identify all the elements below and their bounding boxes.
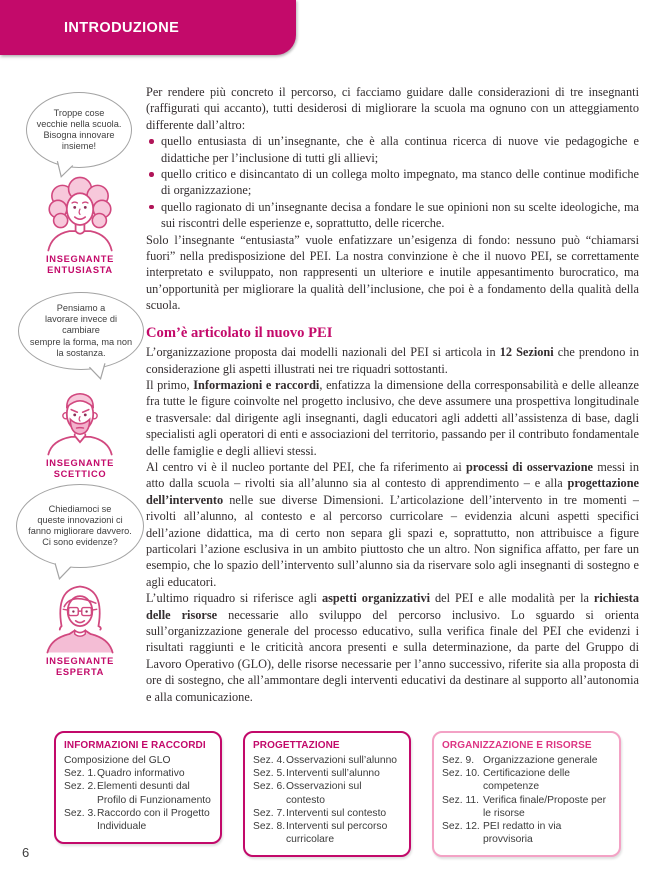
paragraph: L’ultimo riquadro si riferisce agli aspetti organizzativi del PEI e alle modalità per la richiesta delle risorse necessarie allo sviluppo del percorso inclusivo. Lo sguardo si orienta sull’organizzazione generale del processo educativo, sulla verifica finale del PEI che evidenzi i risultati raggiunti e le criticità ancora presenti e sulla determinazione, da parte del Gruppo di Lavoro Operativo (GLO), delle risorse necessarie per l’anno successivo, riferite sia alla proposta di ore di sostegno, che all’ammontare degli interventi educativi da destinare al supporto all’autonomia e alla comunicazione. [146,591,639,704]
section-item [442,820,611,846]
bubble-line: Bisogna innovare [43,130,115,140]
bubble-line: Chiediamoci se [48,503,112,514]
section-number: Sez. 10. [442,768,480,780]
speech-bubble [18,292,144,370]
teacher-name: INSEGNANTE ESPERTA [46,656,114,677]
section-box-progettazione [243,731,411,857]
section-box-title: PROGETTAZIONE [253,740,340,751]
speech-bubble [26,92,132,168]
section-item-text: Interventi sul contesto [286,807,387,819]
section-box-organizzazione-e-risorse [432,731,621,857]
paragraph-text: Solo l’insegnante “entusiasta” vuole enfatizzare un’esigenza di fondo: nessuno può “chiamarsi fuori” nella predisposizione del PEI. La nostra convinzione è che il nuovo PEI, se correttamente interpretato e sviluppato, non rappresenti un ulteriore e inutile appesantimento burocratico, ma un’opportunità per migliorare la qualità dell’inclusione, che poi è a fondamento della qualità della scuola. [146,232,639,313]
bubble-line: lavorare invece di cambiare [44,314,117,336]
bubble-line: la sostanza. [56,347,106,358]
section-box-title: INFORMAZIONI E RACCORDI [64,740,206,751]
section-title: INTRODUZIONE [64,19,180,36]
section-item-text: Elementi desunti dal Profilo di Funzionamento [97,781,211,806]
section-item-text: PEI redatto in via provvisoria [483,821,562,846]
paragraph: Il primo, Informazioni e raccordi, enfatizza la dimensione della corresponsabilità e delle alleanze fra tutte le figure coinvolte nel progetto inclusivo, che deve assumere una prospettiva longitudinale e trasversale: dal dirigente agli insegnanti, dagli educatori agli addetti all’assistenza di base, dagli specialisti agli operatori di enti e associazioni del territorio, passando per il contributo fondamentale delle famiglie e degli allievi stessi. [146,377,639,458]
bullet-list [146,133,639,231]
bullet-item [146,199,639,232]
bubble-line: Pensiamo a [56,302,106,313]
section-item [442,754,611,767]
section-number: Sez. 9. [442,755,475,766]
bubble-line: fanno migliorare davvero. [28,526,132,536]
paragraph-intro [146,84,639,133]
section-number: Sez. 8. [253,821,286,833]
bullet-text: quello critico e disincantato di un collega molto impegnato, ma stanco delle continue modifiche di organizzazione; [161,167,639,198]
section-item [442,794,611,820]
teacher-name: INSEGNANTE SCETTICO [46,458,114,479]
section-number: Sez. 5. [253,768,286,780]
section-item [253,754,401,767]
section-item-text: Raccordo con il Progetto Individuale [97,807,210,833]
section-item [64,767,212,780]
enthusiastic-teacher-illustration [36,168,124,252]
speech-bubble [16,484,144,568]
skeptical-teacher-illustration [36,372,124,456]
section-item-text: Certificazione delle competenze [483,768,570,793]
bubble-line: sempre la forma, ma non [29,336,133,347]
bullet-text: quello ragionato di un’insegnante decisa a fondare le sue opinioni non su scelte ideologiche, ma sui riscontri delle esperienze e, soprattutto, delle ricerche. [161,199,639,231]
section-item-text: Osservazioni sul contesto [286,781,362,806]
teacher-card-esperta [14,484,146,680]
bullet-text: quello entusiasta di un’insegnante, che è alla continua ricerca di nuove vie pedagogiche e didattiche per l’inclusione di tutti gli allievi; [161,134,639,165]
section-header [0,0,296,55]
bubble-line: vecchie nella scuola. [36,118,122,129]
section-number: Sez. 2. [64,781,97,793]
section-item [253,807,401,820]
teacher-card-entusiasta [14,88,146,280]
section-item [253,780,401,806]
teacher-card-scettico [14,292,146,484]
section-item-text: Interventi sull’alunno [286,768,380,780]
bubble-line: Troppe cose [53,107,105,118]
section-item [253,820,401,846]
section-number: Sez. 6. [253,781,286,793]
page-number: 6 [22,845,30,860]
teacher-sidebar [14,88,146,688]
section-box-informazioni-e-raccordi [54,731,222,844]
paragraph [146,232,639,314]
expert-teacher-illustration [36,570,124,654]
bullet-item [146,166,639,199]
section-number: Sez. 7. [253,807,286,819]
teacher-name: INSEGNANTE ENTUSIASTA [46,254,114,275]
subsection-heading: Com’è articolato il nuovo PEI [146,324,333,341]
section-item [442,767,611,793]
section-item [253,767,401,780]
section-number: Sez. 12. [442,821,480,833]
paragraph: Al centro vi è il nucleo portante del PEI, che fa riferimento ai processi di osservazione messi in atto dalla scuola – rivolti sia all’alunno sia al contesto di apprendimento – e alla progettazione dell’intervento nelle sue diverse Dimensioni. L’articolazione dell’intervento in tre momenti – rivolti all’alunno, al contesto e al percorso curricolare – evidenzia alcuni aspetti specifici dell’azione didattica, ma di certo non separa gli spazi e, soprattutto, non attribuisce a figure particolari l’azione esclusiva in un ambito piuttosto che un altro. Non significa affatto, per fare un esempio, che lo spazio dell’intervento sull’alunno sia da riservare solo agli insegnanti di sostegno e agli educatori. [146,459,639,589]
section-item-text: Quadro informativo [97,768,185,780]
section-item-text: Verifica finale/Proposte per le risorse [483,794,607,819]
section-item-text: Interventi sul percorso curricolare [286,821,388,846]
main-text-column [146,84,639,730]
section-item-text: Osservazioni sull’alunno [286,755,398,766]
section-item [64,807,212,833]
section-number: Sez. 11. [442,794,480,806]
paragraph: L’organizzazione proposta dai modelli nazionali del PEI si articola in 12 Sezioni che prendono in considerazione gli aspetti illustrati nei tre riquadri sottostanti. [146,345,639,376]
paragraph-text: Per rendere più concreto il percorso, ci facciamo guidare dalle considerazioni di tre insegnanti (raffigurati qui accanto), tutti desiderosi di migliorare la scuola ma ognuno con un atteggiamento differente dall’altro: [146,85,639,132]
bubble-line: insieme! [61,141,97,152]
bullet-item [146,133,639,166]
section-box-title: ORGANIZZAZIONE E RISORSE [442,740,592,751]
section-item [64,780,212,806]
bubble-line: Ci sono evidenze? [42,537,118,548]
bubble-line: queste innovazioni ci [37,514,123,525]
section-number: Sez. 3. [64,807,97,819]
sections-overview [54,731,622,857]
section-number: Sez. 4. [253,755,286,766]
section-box-intro: Composizione del GLO [64,755,171,766]
section-number: Sez. 1. [64,768,97,780]
section-item-text: Organizzazione generale [483,755,598,766]
